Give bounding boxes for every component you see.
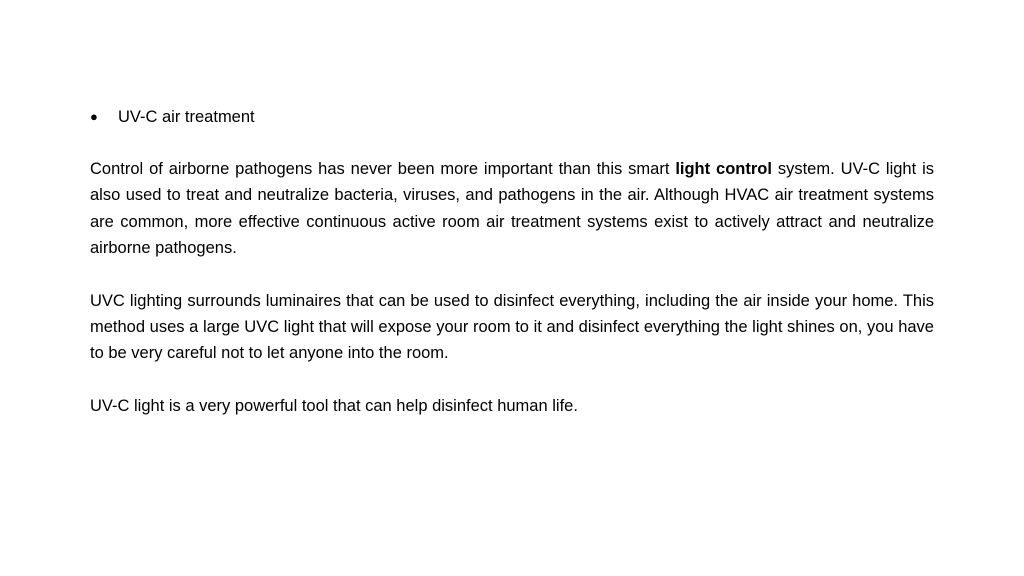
paragraph-1-text-start: Control of airborne pathogens has never been more important than this smart bbox=[90, 160, 676, 178]
paragraph-1-bold-term: light control bbox=[675, 160, 772, 178]
bullet-heading bbox=[90, 104, 934, 130]
paragraph-2: UVC lighting surrounds luminaires that can be used to disinfect everything, including the air inside your home. This method uses a large UVC light that will expose your room to it and disinfect everything the light shines on, you have to be very careful not to let anyone into the room. bbox=[90, 291, 934, 363]
paragraph-1 bbox=[90, 156, 934, 262]
paragraph-1-text-end: system. UV-C light is also used to treat and neutralize bacteria, viruses, and pathogens in the air. Although HVAC air treatment systems are common, more effective continuous active room air treatment systems exist to actively attract and neutralize airborne pathogens. bbox=[90, 160, 934, 258]
bullet-point-icon: ● bbox=[90, 109, 98, 124]
bullet-heading-text: UV-C air treatment bbox=[118, 108, 255, 126]
document-body bbox=[90, 104, 934, 419]
paragraph-3: UV-C light is a very powerful tool that can help disinfect human life. bbox=[90, 396, 578, 415]
